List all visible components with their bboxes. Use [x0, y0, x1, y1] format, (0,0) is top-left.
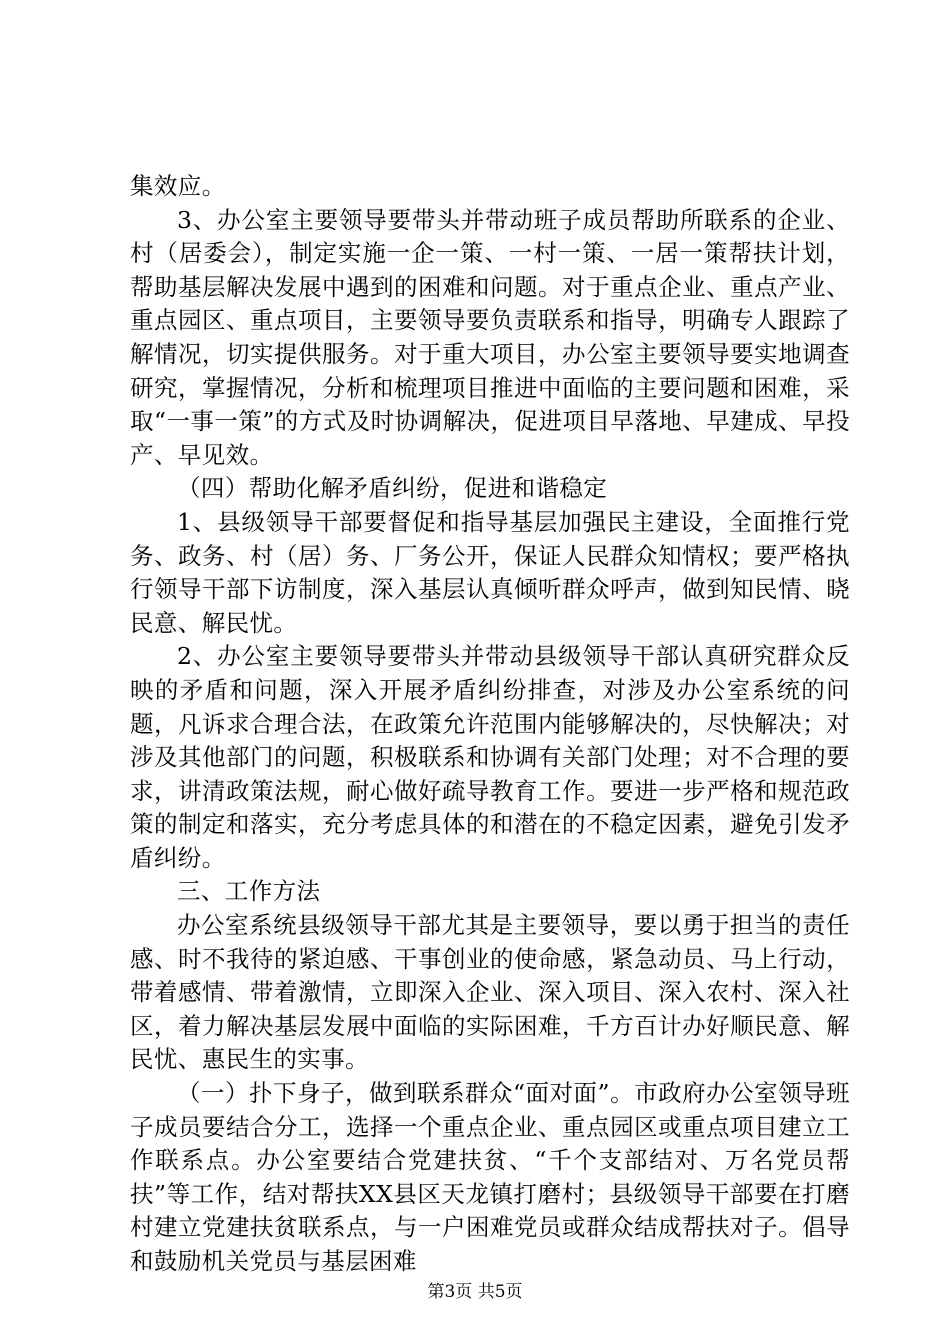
paragraph-continuation: 集效应。 [130, 172, 226, 200]
section-heading-4: （四）帮助化解矛盾纠纷，促进和谐稳定 [177, 474, 608, 503]
document-body [130, 170, 850, 1279]
page-footer: 第3页 共5页 [427, 1282, 523, 1302]
paragraph-item-1: 1、县级领导干部要督促和指导基层加强民主建设，全面推行党务、政务、村（居）务、厂务公开，保证人民群众知情权；要严格执行领导干部下访制度，深入基层认真倾听群众呼声，做到知民情、晓民意、解民忧。 [130, 507, 850, 637]
paragraph-item-2: 2、办公室主要领导要带头并带动县级领导干部认真研究群众反映的矛盾和问题，深入开展矛盾纠纷排查，对涉及办公室系统的问题，凡诉求合理合法，在政策允许范围内能够解决的，尽快解决；对涉及其他部门的问题，积极联系和协调有关部门处理；对不合理的要求，讲清政策法规，耐心做好疏导教育工作。要进一步严格和规范政策的制定和落实，充分考虑具体的和潜在的不稳定因素，避免引发矛盾纠纷。 [130, 642, 850, 872]
section-heading-work-methods: 三、工作方法 [177, 877, 321, 906]
paragraph-method-1: （一）扑下身子，做到联系群众“面对面”。市政府办公室领导班子成员要结合分工，选择一个重点企业、重点园区或重点项目建立工作联系点。办公室要结合党建扶贫、“千个支部结对、万名党员帮扶”等工作，结对帮扶XX县区天龙镇打磨村；县级领导干部要在打磨村建立党建扶贫联系点，与一户困难党员或群众结成帮扶对子。倡导和鼓励机关党员与基层困难 [130, 1079, 850, 1275]
paragraph-methods-intro: 办公室系统县级领导干部尤其是主要领导，要以勇于担当的责任感、时不我待的紧迫感、干事创业的使命感，紧急动员、马上行动，带着感情、带着激情，立即深入企业、深入项目、深入农村、深入社区，着力解决基层发展中面临的实际困难，千方百计办好顺民意、解民忧、惠民生的实事。 [130, 911, 850, 1074]
paragraph-item-3: 3、办公室主要领导要带头并带动班子成员帮助所联系的企业、村（居委会），制定实施一企一策、一村一策、一居一策帮扶计划，帮助基层解决发展中遇到的困难和问题。对于重点企业、重点产业、重点园区、重点项目，主要领导要负责联系和指导，明确专人跟踪了解情况，切实提供服务。对于重大项目，办公室主要领导要实地调查研究，掌握情况，分析和梳理项目推进中面临的主要问题和困难，采取“一事一策”的方式及时协调解决，促进项目早落地、早建成、早投产、早见效。 [130, 205, 850, 469]
